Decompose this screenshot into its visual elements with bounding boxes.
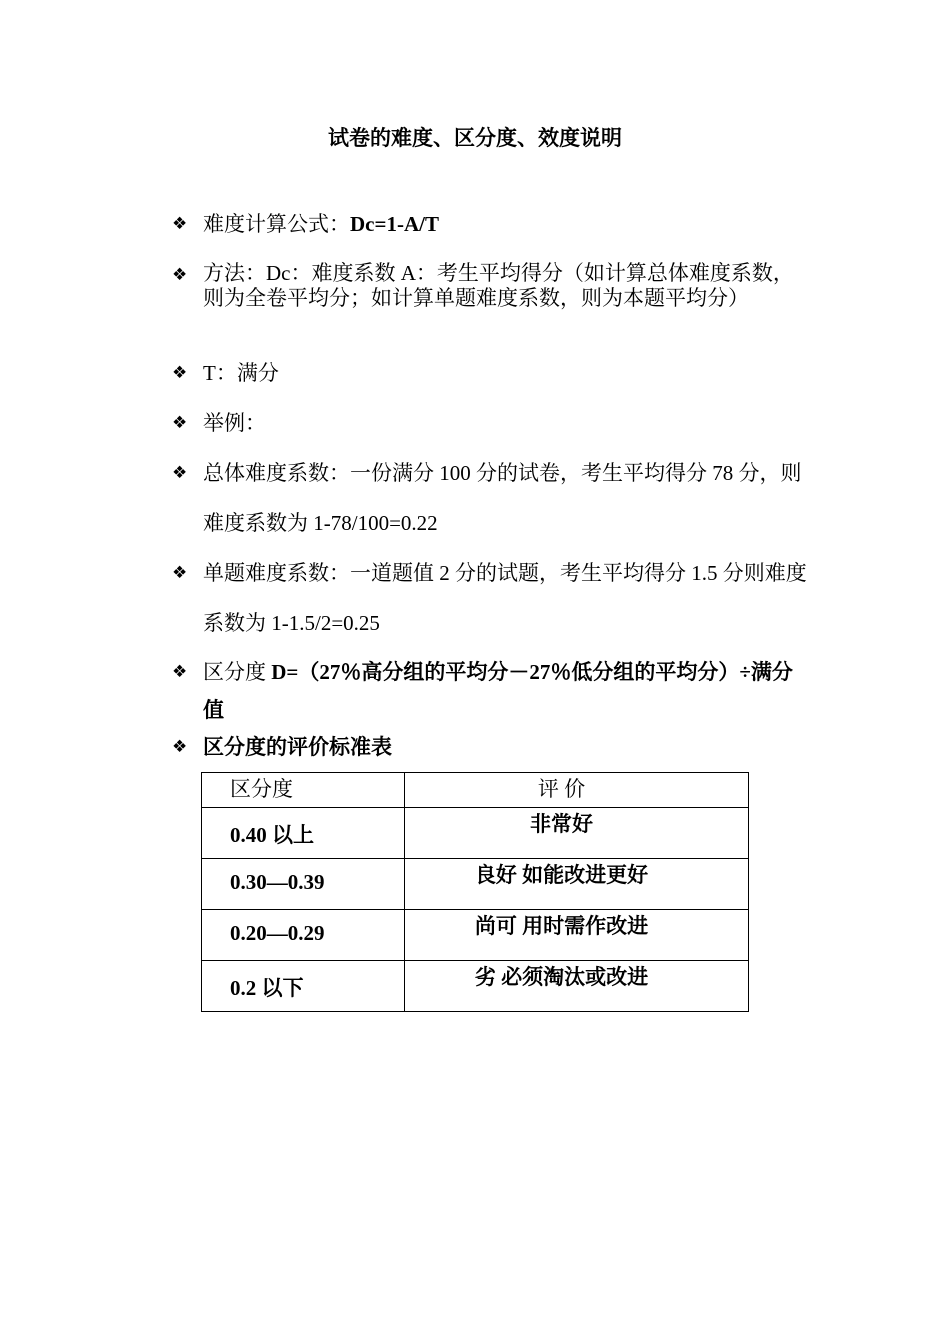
diamond-bullet-icon: ❖ <box>172 662 188 682</box>
evaluation-cell: 良好 如能改进更好 <box>405 859 749 910</box>
table-heading-text: 区分度的评价标准表 <box>203 735 392 759</box>
diamond-bullet-icon: ❖ <box>172 265 188 285</box>
diamond-bullet-icon: ❖ <box>172 737 188 757</box>
formula-expression: Dc=1-A/T <box>350 212 439 236</box>
discrimination-formula: D=（27％高分组的平均分－27％低分组的平均分）÷满分值 <box>203 660 793 722</box>
diamond-bullet-icon: ❖ <box>172 363 188 383</box>
table-row <box>202 910 749 961</box>
single-difficulty-text: 单题难度系数：一道题值 2 分的试题，考生平均得分 1.5 分则难度系数为 1-1.5/2=0.25 <box>203 561 807 635</box>
method-text: 方法：Dc：难度系数 A：考生平均得分（如计算总体难度系数，则为全卷平均分；如计算单题难度系数，则为本题平均分） <box>203 261 794 310</box>
header-cell-discrimination: 区分度 <box>202 773 405 808</box>
diamond-bullet-icon: ❖ <box>172 214 188 234</box>
range-cell: 0.2 以下 <box>202 961 405 1012</box>
range-cell: 0.40 以上 <box>202 808 405 859</box>
full-score-text: T：满分 <box>203 361 279 385</box>
table-row <box>202 859 749 910</box>
evaluation-table <box>201 772 749 1012</box>
overall-difficulty-text: 总体难度系数：一份满分 100 分的试卷，考生平均得分 78 分，则难度系数为 1-78/100=0.22 <box>203 461 802 535</box>
discrimination-label: 区分度 <box>203 660 272 684</box>
evaluation-cell: 非常好 <box>405 808 749 859</box>
header-cell-evaluation: 评 价 <box>405 773 749 808</box>
evaluation-cell: 劣 必须淘汰或改进 <box>405 961 749 1012</box>
example-heading-text: 举例： <box>203 411 266 435</box>
formula-label: 难度计算公式： <box>203 212 350 236</box>
table-row <box>202 961 749 1012</box>
diamond-bullet-icon: ❖ <box>172 413 188 433</box>
table-row <box>202 808 749 859</box>
document-title: 试卷的难度、区分度、效度说明 <box>328 126 622 150</box>
table-header-row <box>202 773 749 808</box>
diamond-bullet-icon: ❖ <box>172 463 188 483</box>
evaluation-cell: 尚可 用时需作改进 <box>405 910 749 961</box>
diamond-bullet-icon: ❖ <box>172 563 188 583</box>
range-cell: 0.30—0.39 <box>202 859 405 910</box>
range-cell: 0.20—0.29 <box>202 910 405 961</box>
